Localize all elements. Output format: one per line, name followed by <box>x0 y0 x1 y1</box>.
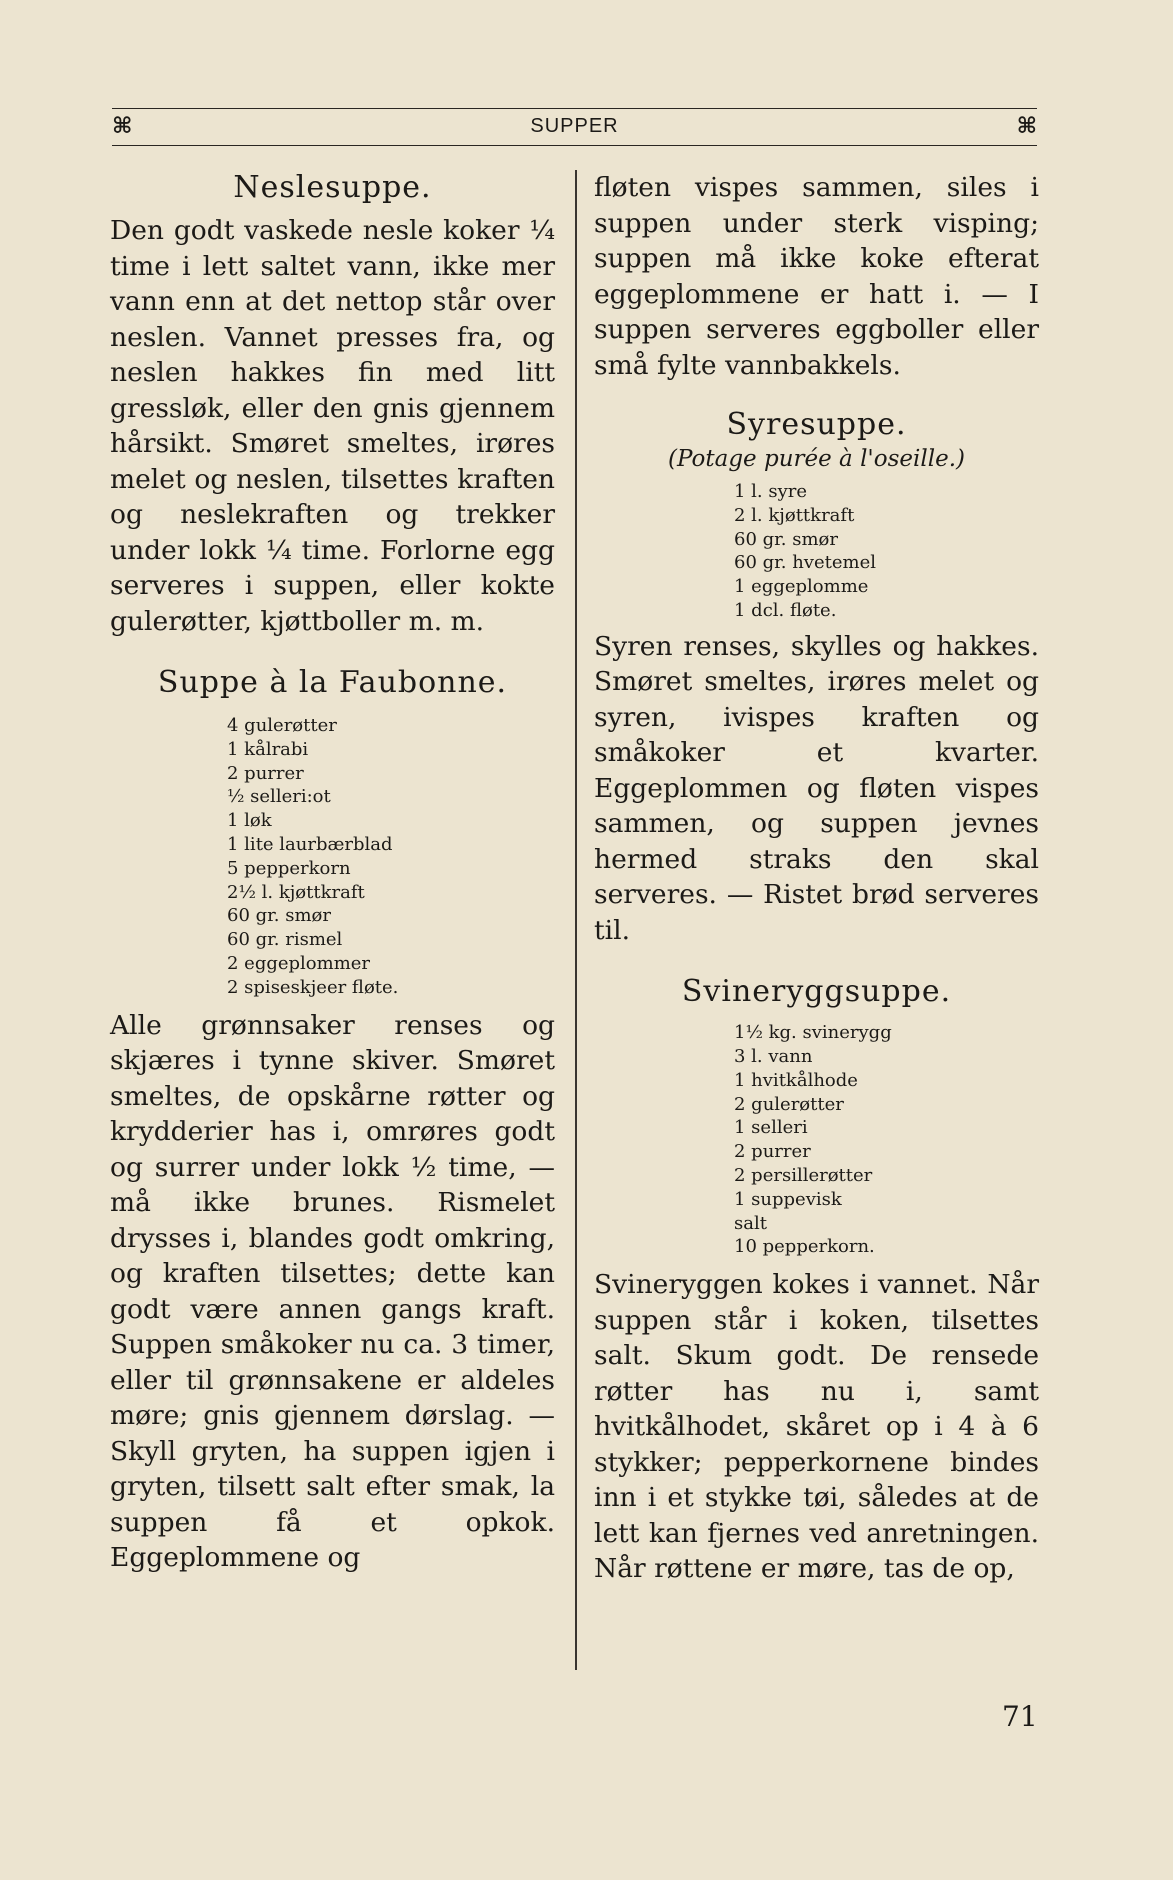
recipe-title-faubonne: Suppe à la Faubonne. <box>157 665 508 700</box>
ingredient-item: 2 purrer <box>227 762 304 784</box>
ingredient-item: 2½ l. kjøttkraft <box>227 881 365 903</box>
ingredient-item: 10 pepperkorn. <box>734 1236 875 1258</box>
recipe-text-continuation: fløten vispes sammen, siles i suppen under sterk visping; suppen må ikke koke efterat eggeplommene er hatt i. — I suppen serveres eggboller eller små fylte vannbakkels. <box>594 172 1039 381</box>
left-column <box>110 170 555 1576</box>
running-header <box>112 108 1037 146</box>
ingredient-item: salt <box>734 1212 767 1234</box>
recipe-subtitle-syresuppe: (Potage purée à l'oseille.) <box>668 446 965 472</box>
ingredient-item: 1 løk <box>227 810 272 832</box>
ingredient-item: 1 selleri <box>734 1117 808 1139</box>
ingredient-item: 2 persillerøtter <box>734 1165 873 1187</box>
recipe-text-svineryggsuppe: Svineryggen kokes i vannet. Når suppen står i koken, tilsettes salt. Skum godt. De rensede røtter has nu i, samt hvitkålhodet, skåret op i 4 à 6 stykker; pepperkornene bindes inn i et stykke tøi, således at de lett kan fjernes ved anretningen. Når røttene er møre, tas de op, <box>594 1269 1039 1585</box>
ingredient-item: 1 l. syre <box>734 481 808 502</box>
ingredient-item: 1 suppevisk <box>734 1188 842 1210</box>
ingredient-list-svineryggsuppe <box>734 1021 1039 1259</box>
header-title: SUPPER <box>530 115 619 137</box>
ingredient-item: 1 eggeplomme <box>734 576 869 598</box>
column-divider <box>575 170 577 1670</box>
recipe-title-syresuppe: Syresuppe. <box>726 407 907 442</box>
ingredient-item: 3 l. vann <box>734 1046 813 1068</box>
ingredient-item: 2 spiseskjeer fløte. <box>227 976 399 998</box>
ingredient-item: 2 l. kjøttkraft <box>734 504 855 526</box>
page-number: 71 <box>1002 1700 1038 1733</box>
ingredient-item: 4 gulerøtter <box>227 715 337 736</box>
ingredient-item: 2 purrer <box>734 1141 811 1163</box>
recipe-text-neslesuppe: Den godt vaskede nesle koker ¼ time i lett saltet vann, ikke mer vann enn at det nettop står over neslen. Vannet presses fra, og neslen hakkes fin med litt gressløk, eller den gnis gjennem hårsikt. Smøret smeltes, irøres melet og neslen, tilsettes kraften og neslekraften og trekker under lokk ¼ time. Forlorne egg serveres i suppen, eller kokte gulerøtter, kjøttboller m. m. <box>110 215 555 637</box>
ingredient-item: 60 gr. rismel <box>227 929 343 951</box>
ingredient-item: 1½ kg. svinerygg <box>734 1022 892 1044</box>
ornament-right-icon: ⌘ <box>1016 113 1037 139</box>
ingredient-item: 2 gulerøtter <box>734 1093 844 1115</box>
ingredient-item: 1 dcl. fløte. <box>734 599 837 621</box>
ingredient-item: 5 pepperkorn <box>227 857 351 879</box>
ingredient-list-faubonne <box>227 714 555 1000</box>
ingredient-item: 60 gr. smør <box>734 528 838 550</box>
ingredient-item: ½ selleri:ot <box>227 786 331 808</box>
recipe-text-faubonne: Alle grønnsaker renses og skjæres i tynne skiver. Smøret smeltes, de opskårne røtter og krydderier has i, omrøres godt og surrer under lokk ½ time, — må ikke brunes. Rismelet drysses i, blandes godt omkring, og kraften tilsettes; dette kan godt være annen gangs kraft. Suppen småkoker nu ca. 3 timer, eller til grønnsakene er aldeles møre; gnis gjennem dørslag. — Skyll gryten, ha suppen igjen i gryten, tilsett salt efter smak, la suppen få et opkok. Eggeplommene og <box>110 1009 555 1574</box>
ornament-left-icon: ⌘ <box>112 113 133 139</box>
recipe-title-svineryggsuppe: Svineryggsuppe. <box>681 974 952 1010</box>
ingredient-item: 1 hvitkålhode <box>734 1069 858 1091</box>
ingredient-item: 1 kålrabi <box>227 738 309 760</box>
ingredient-list-syresuppe <box>734 480 1039 623</box>
recipe-title-neslesuppe: Neslesuppe. <box>233 170 432 205</box>
ingredient-item: 1 lite laurbærblad <box>227 833 393 855</box>
ingredient-item: 60 gr. smør <box>227 905 331 927</box>
ingredient-item: 2 eggeplommer <box>227 952 371 974</box>
recipe-text-syresuppe: Syren renses, skylles og hakkes. Smøret smeltes, irøres melet og syren, ivispes kraften og småkoker et kvarter. Eggeplommen og fløten vispes sammen, og suppen jevnes hermed straks den skal serveres. — Ristet brød serveres til. <box>594 630 1039 946</box>
right-column <box>594 170 1039 1587</box>
ingredient-item: 60 gr. hvetemel <box>734 552 876 574</box>
